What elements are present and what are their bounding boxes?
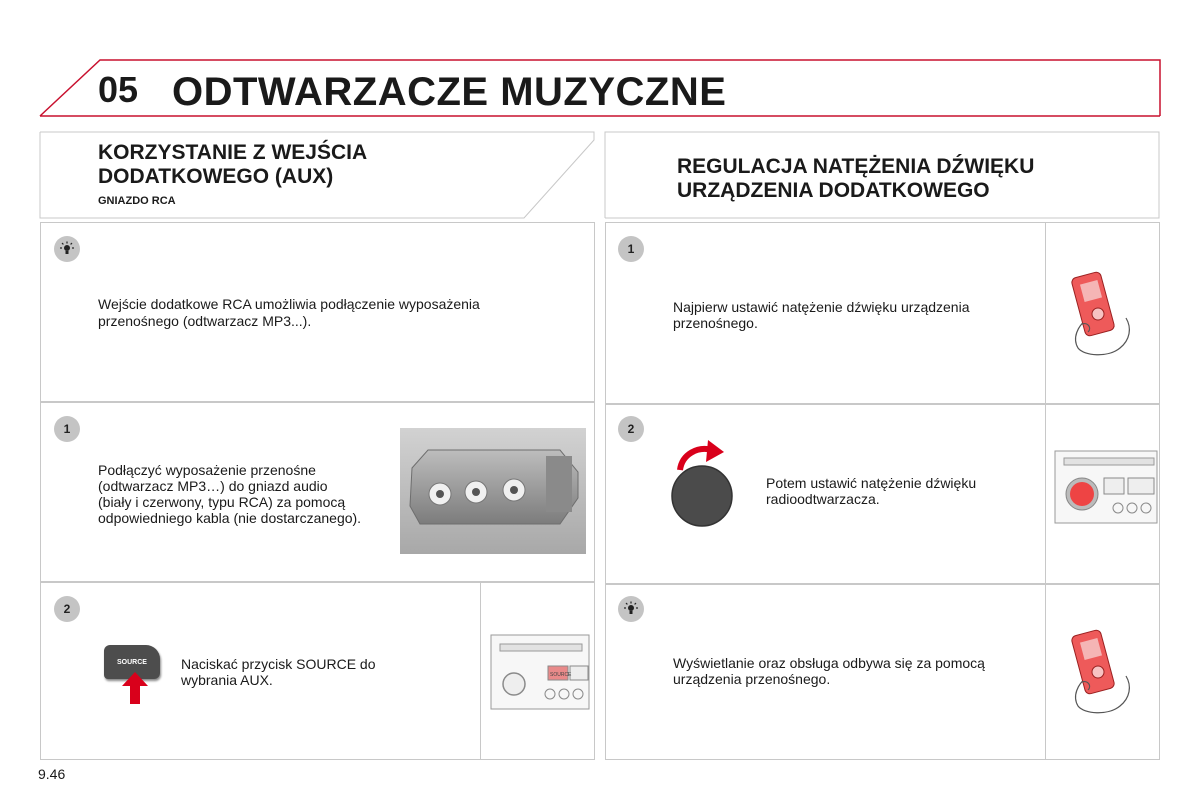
portable-player-icon [1068,626,1138,718]
right-step2-divider [1045,404,1046,584]
page-number: 9.46 [38,766,66,782]
step-badge: 1 [54,416,80,442]
left-section-heading-line2: DODATKOWEGO (AUX) [98,165,334,188]
volume-knob-icon [668,440,748,530]
page-title: ODTWARZACZE MUZYCZNE [172,70,727,114]
radio-panel-image [490,634,590,710]
right-step2-line1: Potem ustawić natężenie dźwięku [766,475,977,491]
step-badge: 2 [618,416,644,442]
step-badge: 2 [54,596,80,622]
left-info-box [40,222,595,402]
left-step1-line4: odpowiedniego kabla (nie dostarczanego). [98,510,362,526]
left-step2-line2: wybrania AUX. [181,672,273,688]
left-step1-line1: Podłączyć wyposażenie przenośne [98,462,316,478]
left-info-text-line1: Wejście dodatkowe RCA umożliwia podłączenie wyposażenia [98,296,480,312]
tip-icon [618,596,644,622]
left-step1-line3: (biały i czerwony, typu RCA) za pomocą [98,494,346,510]
right-step1-line1: Najpierw ustawić natężenie dźwięku urządzenia [673,299,970,315]
right-step2-line2: radioodtwarzacza. [766,491,880,507]
press-arrow-icon [120,670,150,706]
right-section-heading-line1: REGULACJA NATĘŻENIA DŹWIĘKU [677,155,1035,178]
step-badge: 1 [618,236,644,262]
svg-text:SOURCE: SOURCE [550,672,572,678]
source-button-label: SOURCE [117,658,147,666]
right-step1-line2: przenośnego. [673,315,758,331]
left-step1-line2: (odtwarzacz MP3…) do gniazd audio [98,478,328,494]
left-info-text-line2: przenośnego (odtwarzacz MP3...). [98,313,312,329]
right-section-heading-line2: URZĄDZENIA DODATKOWEGO [677,179,990,202]
left-section-subheading: GNIAZDO RCA [98,195,176,207]
radio-volume-panel-image [1054,450,1158,524]
right-info-text-line2: urządzenia przenośnego. [673,671,831,687]
right-info-divider [1045,584,1046,760]
left-step2-divider [480,582,481,760]
tip-icon [54,236,80,262]
portable-player-icon [1068,268,1138,360]
left-step2-line1: Naciskać przycisk SOURCE do [181,656,376,672]
right-info-text-line1: Wyświetlanie oraz obsługa odbywa się za pomocą [673,655,985,671]
right-step1-divider [1045,222,1046,404]
rca-socket-image [400,428,586,554]
chapter-number: 05 [98,69,139,110]
left-section-heading-line1: KORZYSTANIE Z WEJŚCIA [98,141,368,164]
